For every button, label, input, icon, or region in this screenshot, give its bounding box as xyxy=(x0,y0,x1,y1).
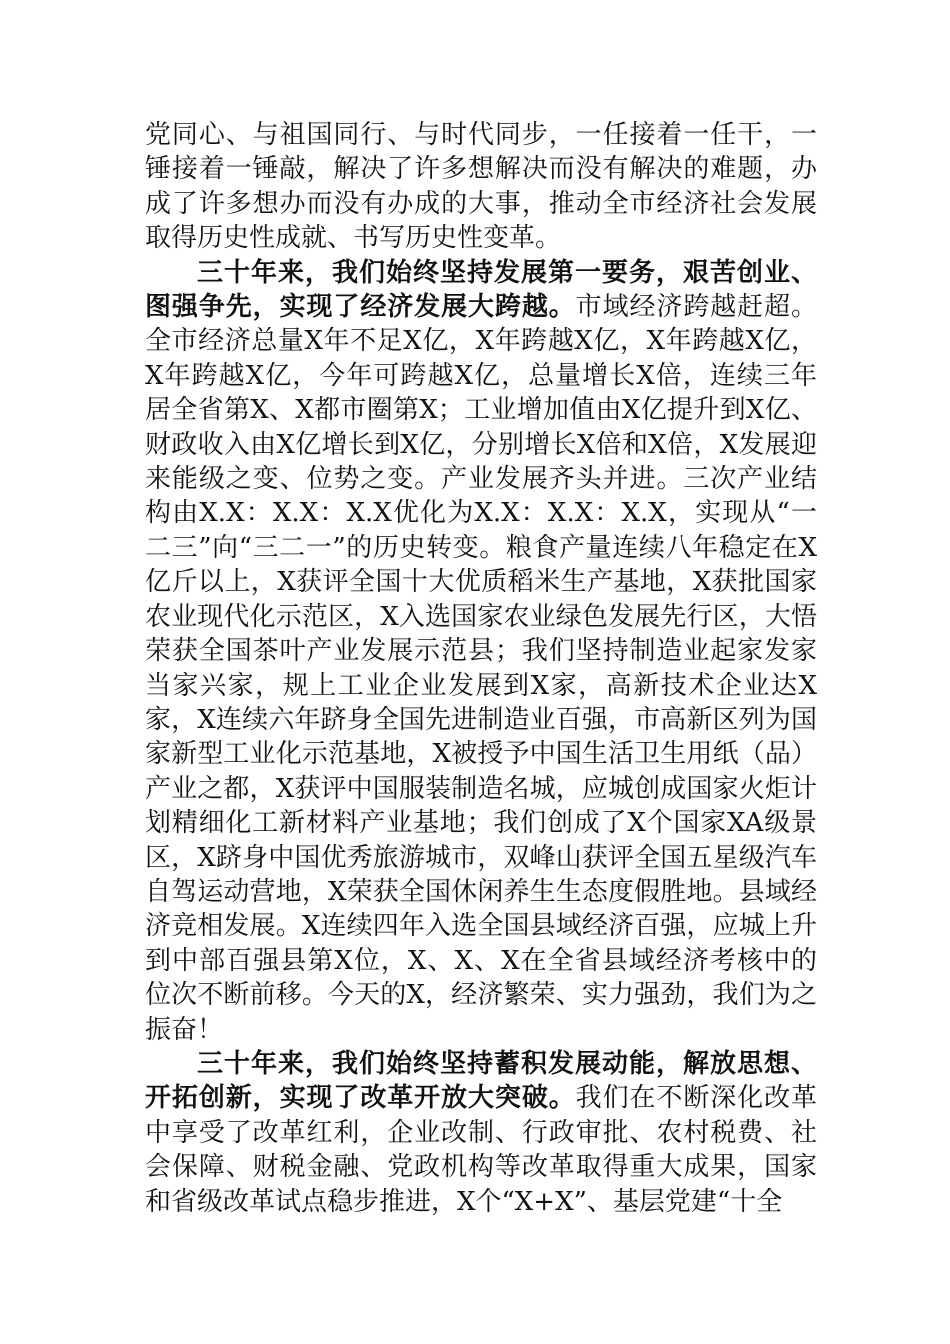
paragraph-text: 市域经济跨越赶超。全市经济总量X年不足X亿，X年跨越X亿，X年跨越X亿，X年跨越X亿，今年可跨越X亿，总量增长X倍，连续三年居全省第X、X都市圈第X；工业增加值由X亿提升到X亿、财政收入由X亿增长到X亿，分别增长X倍和X倍，X发展迎来能级之变、位势之变。产业发展齐头并进。三次产业结构由X.X：X.X：X.X优化为X.X：X.X：X.X，实现从“一二三”向“三二一”的历史转变。粮食产量连续八年稳定在X亿斤以上，X获评全国十大优质稻米生产基地，X获批国家农业现代化示范区，X入选国家农业绿色发展先行区，大悟荣获全国茶叶产业发展示范县；我们坚持制造业起家发家当家兴家，规上工业企业发展到X家，高新技术企业达X家，X连续六年跻身全国先进制造业百强，市高新区列为国家新型工业化示范基地，X被授予中国生活卫生用纸（品）产业之都，X获评中国服装制造名城，应城创成国家火炬计划精细化工新材料产业基地；我们创成了X个国家XA级景区，X跻身中国优秀旅游城市，双峰山获评全国五星级汽车自驾运动营地，X荣获全国休闲养生生态度假胜地。县域经济竞相发展。X连续四年入选全国县域经济百强，应城上升到中部百强县第X位，X、X、X在全省县域经济考核中的位次不断前移。今天的X，经济繁荣、实力强劲，我们为之振奋！ xyxy=(145,292,817,1045)
paragraph-lead: 三十年来，我们始终坚持蓄积发展动能，解放思想、开拓创新，实现了改革开放大突破。 xyxy=(145,1048,817,1114)
paragraph-economic-development xyxy=(145,256,817,1047)
paragraph-continuation xyxy=(145,118,817,256)
document-body xyxy=(145,118,817,1219)
paragraph-text: 党同心、与祖国同行、与时代同步，一任接着一任干，一锤接着一锤敲，解决了许多想解决而没有解决的难题，办成了许多想办而没有办成的大事，推动全市经济社会发展取得历史性成就、书写历史性变革。 xyxy=(145,120,817,254)
paragraph-text: 我们在不断深化改革中享受了改革红利，企业改制、行政审批、农村税费、社会保障、财税金融、党政机构等改革取得重大成果，国家和省级改革试点稳步推进，X个“X+X”、基层党建“十全 xyxy=(145,1083,817,1217)
paragraph-lead: 三十年来，我们始终坚持发展第一要务，艰苦创业、图强争先，实现了经济发展大跨越。 xyxy=(145,257,817,323)
paragraph-reform-opening xyxy=(145,1047,817,1219)
